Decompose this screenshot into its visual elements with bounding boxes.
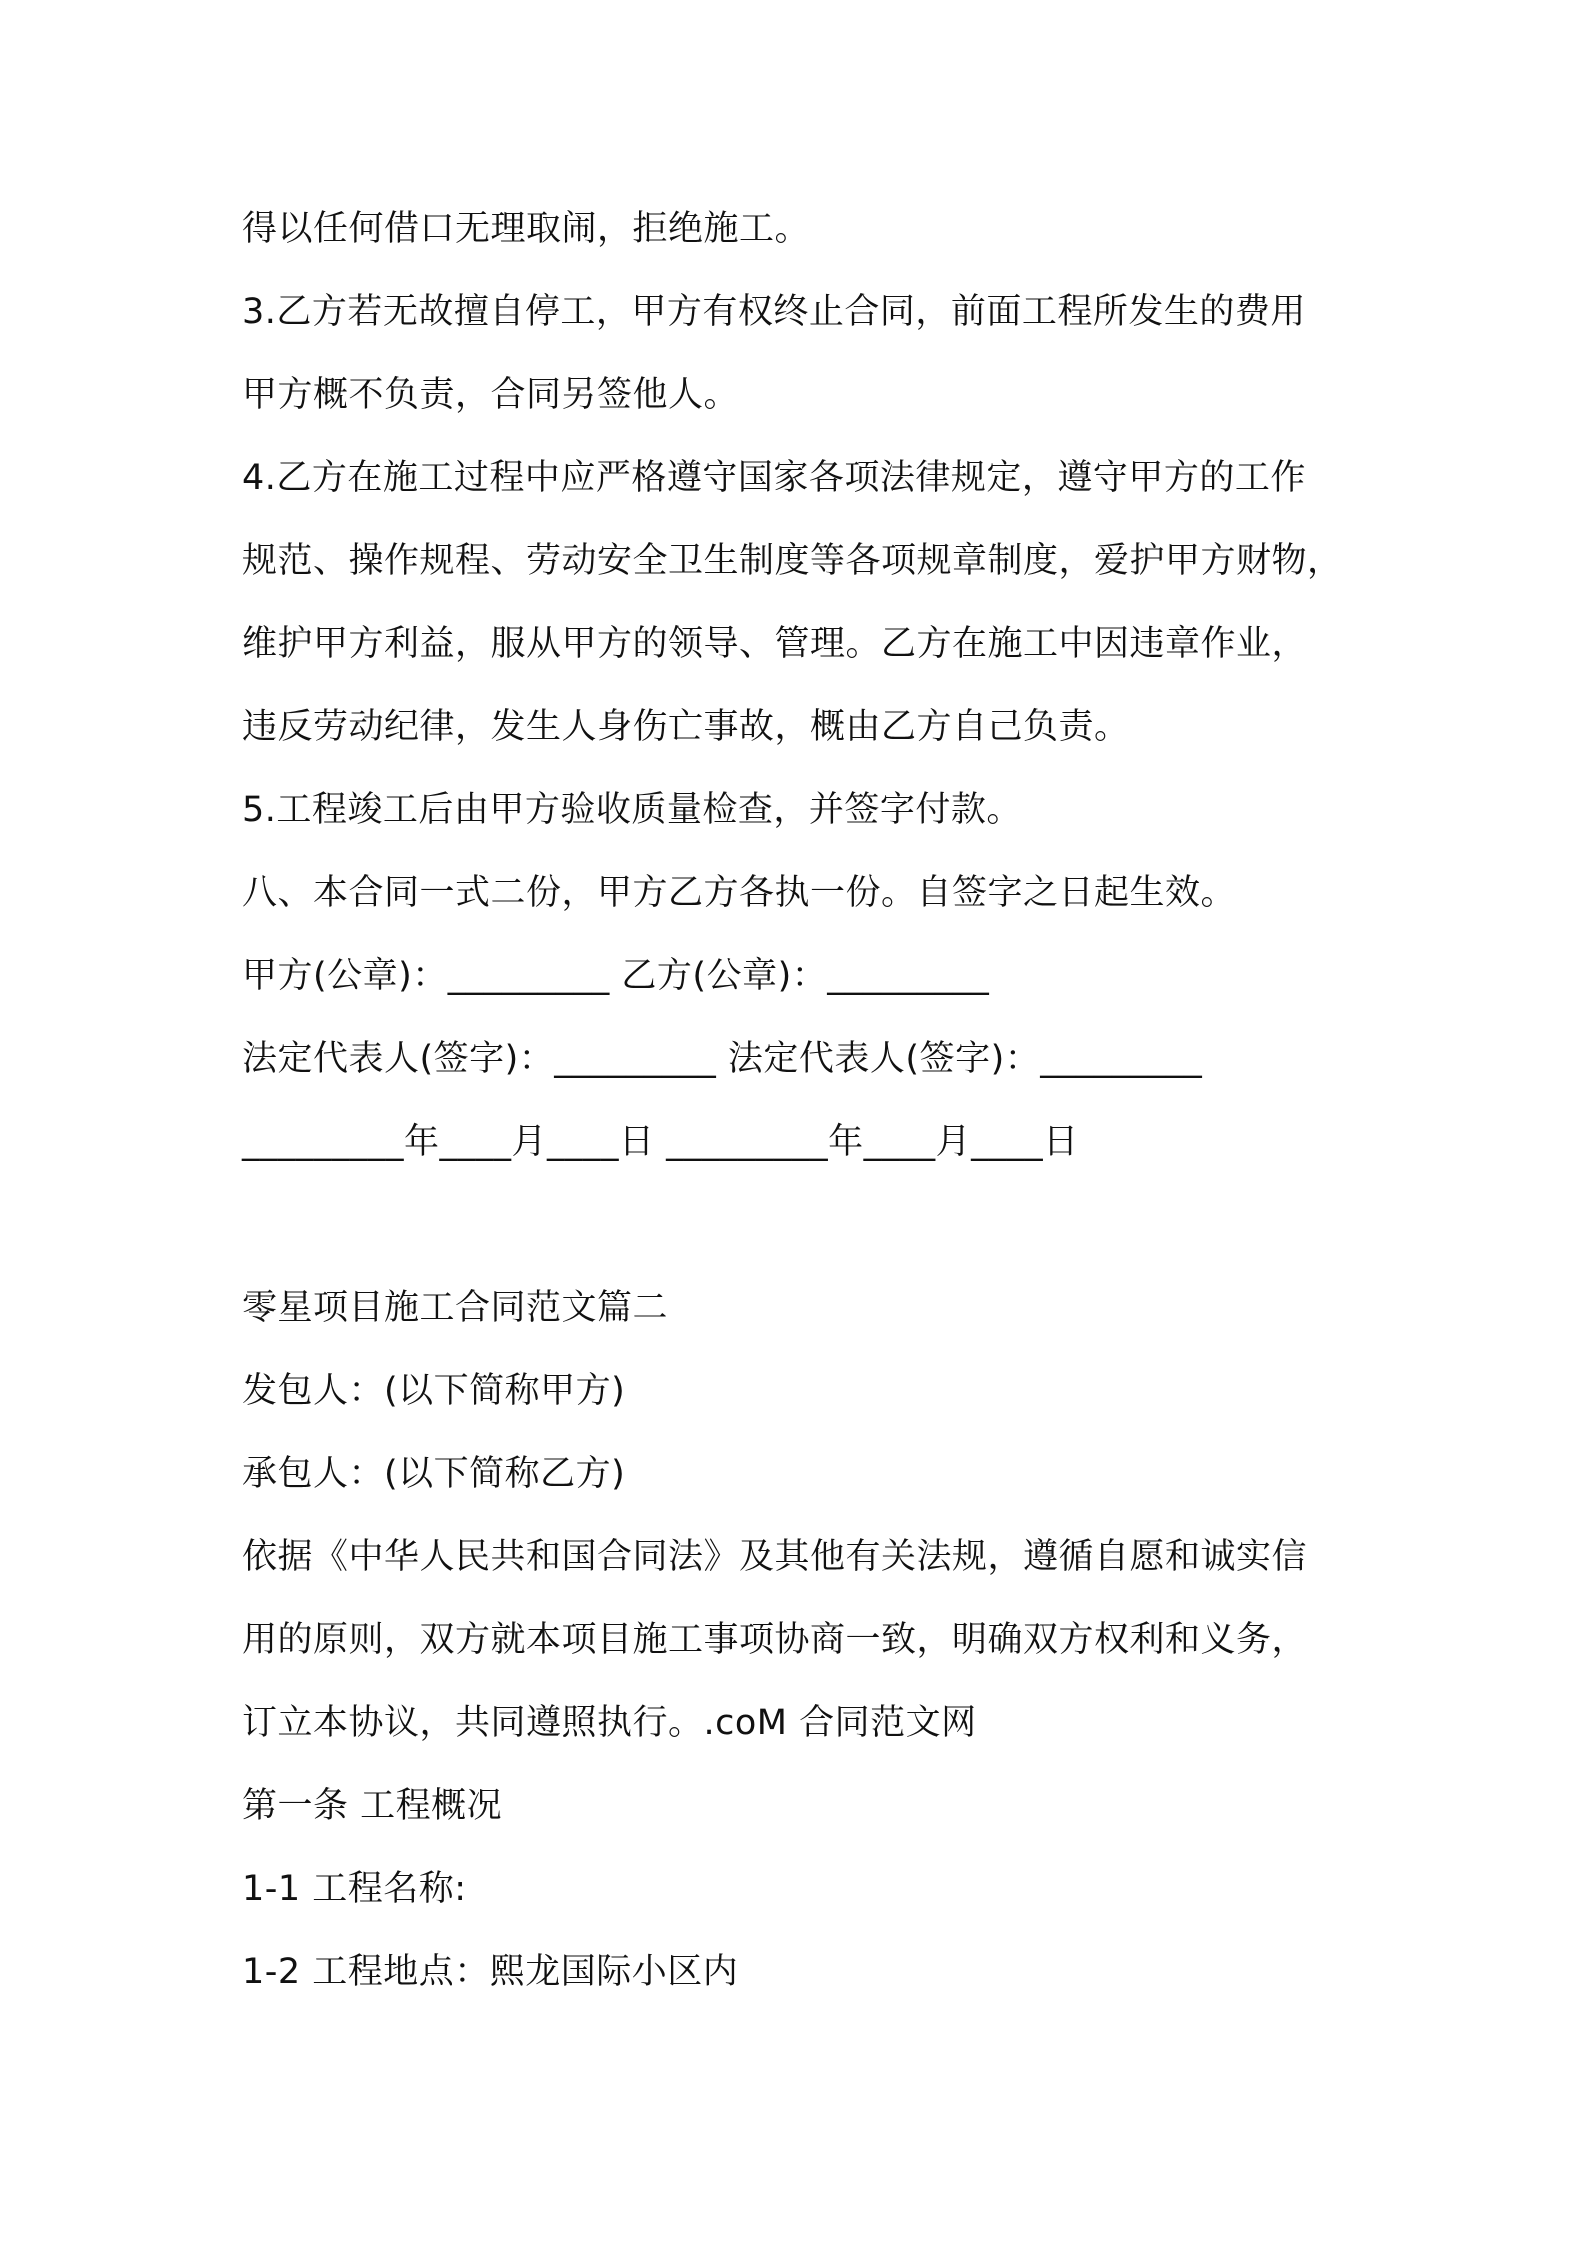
paragraph-line: 维护甲方利益，服从甲方的领导、管理。乙方在施工中因违章作业， xyxy=(242,624,1308,664)
paragraph-line: 违反劳动纪律，发生人身伤亡事故，概由乙方自己负责。 xyxy=(242,707,1130,747)
paragraph-line: 依据《中华人民共和国合同法》及其他有关法规，遵循自愿和诚实信 xyxy=(242,1537,1308,1577)
paragraph-line: 发包人：(以下简称甲方) xyxy=(242,1371,626,1411)
paragraph-line: 4.乙方在施工过程中应严格遵守国家各项法律规定，遵守甲方的工作 xyxy=(242,458,1306,498)
date-signature-line: _________年____月____日 _________年____月____日 xyxy=(242,1122,1079,1162)
paragraph-line: 规范、操作规程、劳动安全卫生制度等各项规章制度，爱护甲方财物， xyxy=(242,541,1343,581)
paragraph-line: 3.乙方若无故擅自停工，甲方有权终止合同，前面工程所发生的费用 xyxy=(242,292,1306,332)
paragraph-line: 用的原则，双方就本项目施工事项协商一致，明确双方权利和义务， xyxy=(242,1620,1308,1660)
paragraph-line: 1-2 工程地点：熙龙国际小区内 xyxy=(242,1952,739,1992)
paragraph-line: 5.工程竣工后由甲方验收质量检查，并签字付款。 xyxy=(242,790,1022,830)
paragraph-line: 1-1 工程名称: xyxy=(242,1869,467,1909)
paragraph-line: 八、本合同一式二份，甲方乙方各执一份。自签字之日起生效。 xyxy=(242,873,1237,913)
paragraph-line: 甲方概不负责，合同另签他人。 xyxy=(242,375,740,415)
section-title: 零星项目施工合同范文篇二 xyxy=(242,1288,669,1328)
seal-signature-line: 甲方(公章)：_________ 乙方(公章)：_________ xyxy=(242,956,990,996)
article-heading: 第一条 工程概况 xyxy=(242,1786,503,1826)
paragraph-line: 承包人：(以下简称乙方) xyxy=(242,1454,626,1494)
representative-signature-line: 法定代表人(签字)：_________ 法定代表人(签字)：_________ xyxy=(242,1039,1203,1079)
paragraph-line: 得以任何借口无理取闹，拒绝施工。 xyxy=(242,209,811,249)
paragraph-line: 订立本协议，共同遵照执行。.coM 合同范文网 xyxy=(242,1703,977,1743)
